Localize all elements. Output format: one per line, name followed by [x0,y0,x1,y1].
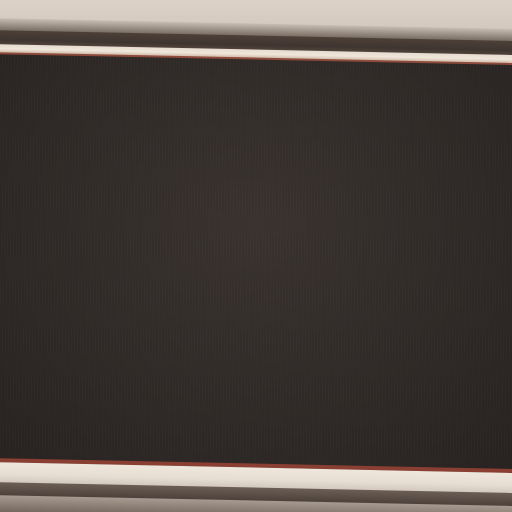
dark-fabric-panel [0,54,512,477]
